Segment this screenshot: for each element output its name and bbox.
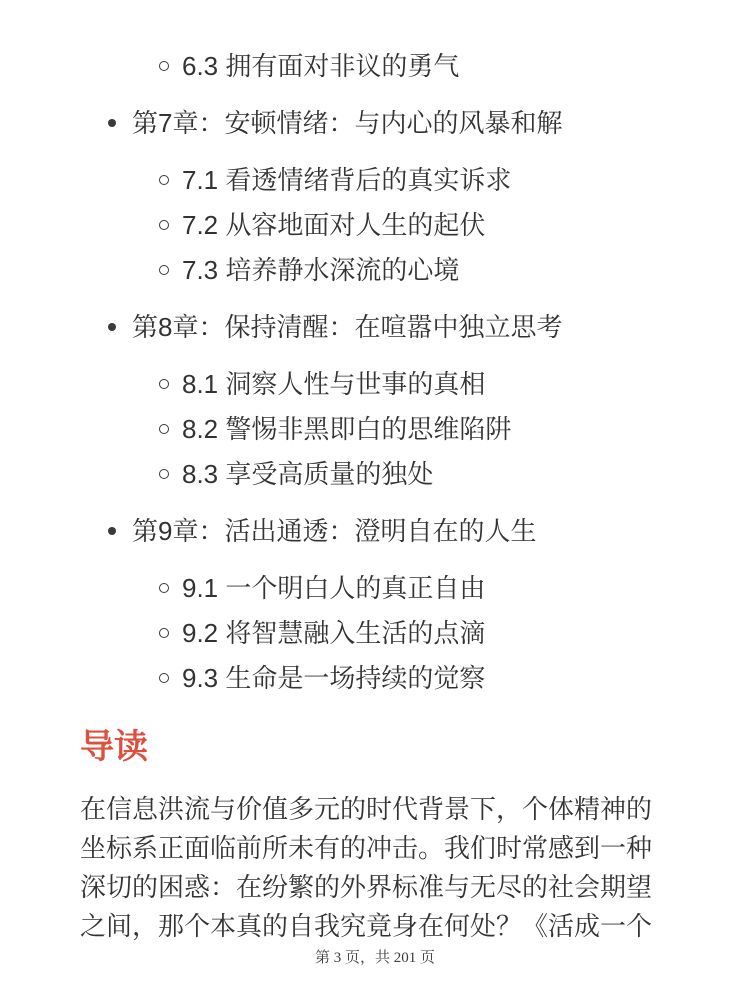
disc-bullet-icon: [108, 119, 116, 127]
toc-subitem-label: 9.2 将智慧融入生活的点滴: [182, 618, 486, 648]
toc-subitem-label: 7.1 看透情绪背后的真实诉求: [182, 165, 512, 195]
toc-chapter-9: [80, 516, 672, 546]
toc-chapter-label: 第8章：保持清醒：在喧嚣中独立思考: [132, 312, 563, 342]
intro-line: 之间，那个本真的自我究竟身在何处？《活成一个: [80, 911, 653, 941]
circle-bullet-icon: [159, 424, 169, 434]
intro-line: 坐标系正面临前所未有的冲击。我们时常感到一种: [80, 833, 653, 863]
toc-subitem-8-2: [80, 414, 672, 444]
toc-subitem-label: 8.3 享受高质量的独处: [182, 459, 434, 489]
toc-subitem-label: 9.3 生命是一场持续的觉察: [182, 663, 486, 693]
toc-subitem-8-3: [80, 459, 672, 489]
section-heading: 导读: [80, 728, 148, 766]
toc-subitem-9-2: [80, 618, 672, 648]
table-of-contents: [80, 51, 672, 693]
intro-line: 深切的困惑：在纷繁的外界标准与无尽的社会期望: [80, 872, 653, 902]
circle-bullet-icon: [159, 175, 169, 185]
circle-bullet-icon: [159, 265, 169, 275]
toc-subitem-label: 9.1 一个明白人的真正自由: [182, 573, 486, 603]
toc-chapter-7: [80, 108, 672, 138]
circle-bullet-icon: [159, 583, 169, 593]
toc-subitem-7-3: [80, 255, 672, 285]
toc-subitem-label: 7.3 培养静水深流的心境: [182, 255, 460, 285]
toc-subitem-label: 6.3 拥有面对非议的勇气: [182, 51, 460, 81]
toc-subitem-7-1: [80, 165, 672, 195]
toc-subitem-6-3: [80, 51, 672, 81]
circle-bullet-icon: [159, 469, 169, 479]
toc-subitem-label: 8.2 警惕非黑即白的思维陷阱: [182, 414, 512, 444]
circle-bullet-icon: [159, 61, 169, 71]
toc-chapter-label: 第7章：安顿情绪：与内心的风暴和解: [132, 108, 563, 138]
toc-subitem-8-1: [80, 369, 672, 399]
disc-bullet-icon: [108, 527, 116, 535]
toc-subitem-label: 8.1 洞察人性与世事的真相: [182, 369, 486, 399]
circle-bullet-icon: [159, 379, 169, 389]
circle-bullet-icon: [159, 673, 169, 683]
circle-bullet-icon: [159, 628, 169, 638]
toc-subitem-label: 7.2 从容地面对人生的起伏: [182, 210, 486, 240]
intro-paragraph: [80, 790, 672, 946]
toc-subitem-7-2: [80, 210, 672, 240]
page-footer: 第 3 页，共 201 页: [314, 950, 435, 966]
toc-subitem-9-3: [80, 663, 672, 693]
disc-bullet-icon: [108, 323, 116, 331]
circle-bullet-icon: [159, 220, 169, 230]
toc-chapter-8: [80, 312, 672, 342]
toc-subitem-9-1: [80, 573, 672, 603]
toc-chapter-label: 第9章：活出通透：澄明自在的人生: [132, 516, 537, 546]
intro-line: 在信息洪流与价值多元的时代背景下，个体精神的: [80, 794, 653, 824]
